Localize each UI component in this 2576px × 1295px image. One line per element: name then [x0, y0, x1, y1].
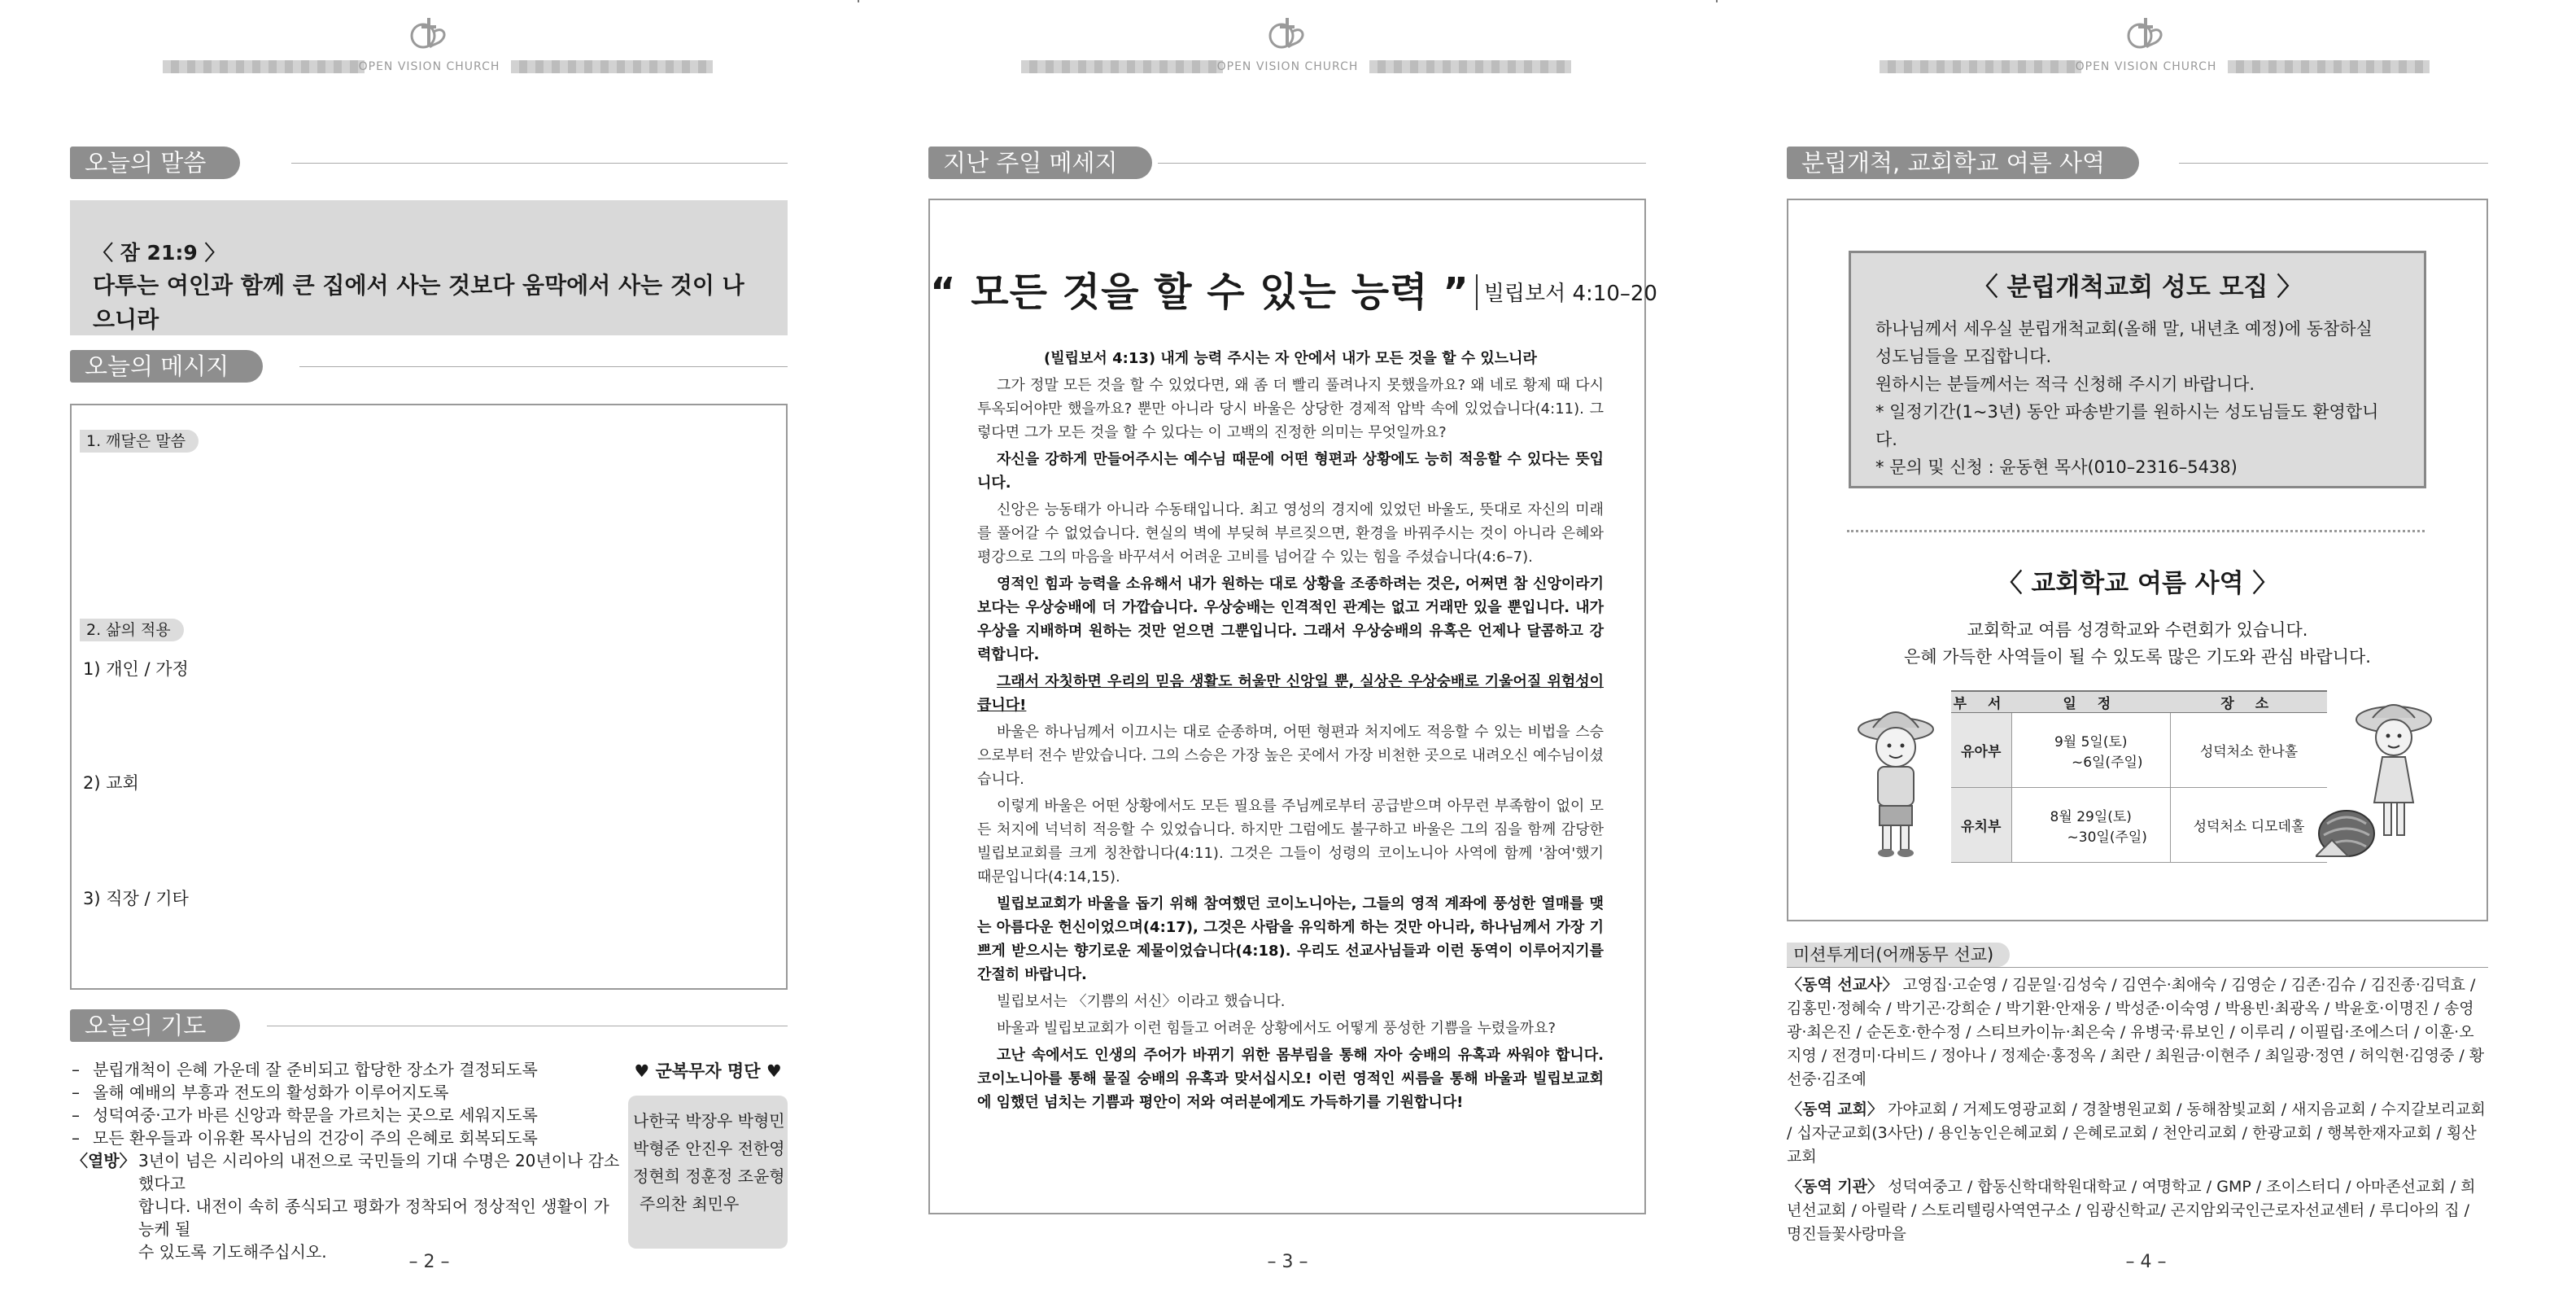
recruit-notice: [1849, 251, 2426, 488]
bulletin-page-2: [0, 0, 858, 1295]
section-rule: [2179, 163, 2488, 164]
page-header: [0, 15, 858, 77]
sermon-title: “ 모든 것을 할 수 있는 능력 ”: [930, 269, 1469, 315]
date-end: ~6일(주일): [2071, 754, 2143, 771]
section-rule: [291, 163, 788, 164]
summer-schedule-table: [1951, 690, 2327, 863]
col-header-place: 장 소: [2171, 691, 2328, 713]
prayer-item: – 분립개척이 은혜 가운데 잘 준비되고 합당한 장소가 결정되도록: [70, 1058, 623, 1081]
sermon-paragraph: 바울은 하나님께서 이끄시는 대로 순종하며, 어떤 형편과 처지에도 적응할 수 있는 비법을 스승으로부터 전수 받았습니다. 그의 스승은 가장 높은 곳에서 가장 비천한 곳으로 내려오신 예수님이셨습니다.: [977, 724, 1604, 788]
title-separator: [1476, 274, 1478, 310]
summer-ministry-heading: 〈 교회학교 여름 사역 〉: [1997, 569, 2278, 598]
church-name: OPEN VISION CHURCH: [1216, 60, 1359, 73]
church-name: OPEN VISION CHURCH: [358, 60, 500, 73]
church-name: OPEN VISION CHURCH: [2075, 60, 2217, 73]
summer-ministry-desc: [1788, 617, 2486, 671]
recruit-line: * 문의 및 신청 : 윤동현 목사(010–2316–5438): [1875, 457, 2238, 477]
sermon-paragraph: 그래서 자칫하면 우리의 믿음 생활도 허울만 신앙일 뿐, 실상은 우상숭배로 기울어질 위험성이 큽니다!: [977, 673, 1604, 714]
sermon-key-verse: (빌립보서 4:13) 내게 능력 주시는 자 안에서 내가 모든 것을 할 수 있느니라: [1044, 350, 1537, 367]
nations-prayer: [70, 1149, 623, 1263]
notes-item-church: 2) 교회: [83, 773, 139, 793]
summer-desc-line: 교회학교 여름 성경학교와 수련회가 있습니다.: [1967, 620, 2308, 640]
recruit-line: * 일정기간(1~3년) 동안 파송받기를 원하시는 성도님들도 환영합니다.: [1875, 402, 2379, 449]
section-church-plant-summer: [1787, 147, 2488, 179]
table-header-row: [1951, 691, 2327, 713]
page-header: [858, 15, 1717, 77]
section-title: 오늘의 기도: [70, 1009, 240, 1042]
service-member-box: [628, 1096, 788, 1249]
section-title: 분립개척, 교회학교 여름 사역: [1787, 147, 2139, 179]
section-todays-prayer: [70, 1009, 788, 1042]
sermon-heading: [930, 260, 1657, 317]
boy-illustration: [1853, 697, 1938, 860]
verse-reference: 〈 잠 21:9 〉: [93, 241, 225, 265]
section-title: 오늘의 메시지: [70, 350, 263, 383]
cell-dept: 유치부: [1951, 788, 2011, 863]
church-logo-icon: [2122, 15, 2171, 54]
cell-date: [2011, 713, 2171, 788]
section-title: 오늘의 말씀: [70, 147, 240, 179]
sermon-paragraph: 자신을 강하게 만들어주시는 예수님 때문에 어떤 형편과 상황에도 능히 적응할 수 있다는 뜻입니다.: [977, 451, 1604, 492]
name-row: 정현희 정훈정 조윤형: [633, 1166, 785, 1186]
mission-group-text: 가야교회 / 거제도영광교회 / 경찰병원교회 / 동해참빛교회 / 새지음교회 / 수지갈보리교회 / 십자군교회(3사단) / 용인농인은혜교회 / 은혜로교회 / 천안리교회 / 한광교회 / 행복한재자교회 / 횡산교회: [1787, 1100, 2486, 1166]
sermon-paragraph: 영적인 힘과 능력을 소유해서 내가 원하는 대로 상황을 조종하려는 것은, 어쩌면 참 신앙이라기보다는 우상숭배에 더 가깝습니다. 우상숭배는 인격적인 관계는 없고 거래만 있을 뿐입니다. 내가 우상을 지배하며 원하는 것만 얻으면 그뿐입니다. 그래서 우상숭배의 유혹은 언제나 달콤하고 강력합니다.: [977, 575, 1604, 663]
prayer-item: – 성덕여중·고가 바른 신앙과 학문을 가르치는 곳으로 세워지도록: [70, 1104, 623, 1127]
page-number: – 2 –: [408, 1252, 450, 1272]
name-row: 주의찬 최민우: [640, 1194, 740, 1214]
recruit-line: 성도님들을 모집합니다.: [1875, 347, 2052, 366]
mission-group-label: 〈동역 교회〉: [1787, 1100, 1884, 1118]
sermon-paragraph: 빌립보교회가 바울을 돕기 위해 참여했던 코이노니아는, 그들의 영적 계좌에 풍성한 열매를 맺는 아름다운 헌신이었으며(4:17), 그것은 사람을 유익하게 하는 것만 아니라, 하나님께서 가장 기쁘게 받으시는 향기로운 제물이었습니다(4:18). 우리도 선교사님들과 이런 동역이 이루어지기를 간절히 바랍니다.: [977, 895, 1604, 983]
cell-dept: 유아부: [1951, 713, 2011, 788]
mission-rule: [1787, 967, 2488, 968]
recruit-heading: 〈 분립개척교회 성도 모집 〉: [1972, 273, 2303, 302]
mission-tag: 미션투게더(어깨동무 선교): [1787, 943, 2010, 967]
nations-prayer-line: 합니다. 내전이 속히 종식되고 평화가 정착되어 정상적인 생활이 가능케 될: [138, 1197, 609, 1239]
sermon-body: [977, 347, 1604, 1118]
notes-tag-life-application: 2. 삶의 적용: [80, 619, 184, 641]
sermon-reference: 빌립보서 4:10–20: [1483, 282, 1657, 306]
sermon-paragraph: 이렇게 바울은 어떤 상황에서도 모든 필요를 주님께로부터 공급받으며 아무런 부족함이 없이 모든 처지에 넉넉히 적응할 수 있었습니다. 하지만 그럼에도 불구하고 바울은 그의 짐을 함께 감당한 빌립보교회를 크게 칭찬합니다(4:11). 그것은 그들이 성령의 코이노니아 사역에 함께 '참여'했기 때문입니다(4:14,15).: [977, 798, 1604, 886]
sermon-box: [928, 199, 1657, 1214]
message-notes-box: [70, 404, 788, 990]
cell-place: 성덕처소 한나홀: [2171, 713, 2328, 788]
mission-group-text: 성덕여중고 / 합동신학대학원대학교 / 여명학교 / GMP / 조이스터디 / 아마존선교회 / 희년선교회 / 아릴락 / 스토리텔링사역연구소 / 임광신학교/ 곤지암외국인근로자선교센터 / 루디아의 집 / 명진들꽃사랑마을: [1787, 1178, 2476, 1243]
page-number: – 3 –: [1267, 1252, 1308, 1272]
church-logo-icon: [405, 15, 454, 54]
recruit-line: 원하시는 분들께서는 적극 신청해 주시기 바랍니다.: [1875, 374, 2255, 394]
mission-group-label: 〈동역 기관〉: [1787, 1178, 1884, 1196]
verse-text: 다투는 여인과 함께 큰 집에서 사는 것보다 움막에서 사는 것이 나으니라: [93, 272, 744, 333]
section-todays-word: [70, 147, 788, 179]
announcement-box: [1787, 199, 2488, 921]
nations-prayer-line: 3년이 넘은 시리아의 내전으로 국민들의 기대 수명은 20년이나 감소했다고: [138, 1151, 620, 1193]
section-last-sunday-message: [928, 147, 1646, 179]
cell-place: 성덕처소 디모데홀: [2171, 788, 2328, 863]
sermon-paragraph: 고난 속에서도 인생의 주어가 바뀌기 위한 몸부림을 통해 자아 숭배의 유혹과 싸워야 합니다. 코이노니아를 통해 물질 숭배의 유혹과 맞서십시오! 이런 영적인 씨름을 통해 바울과 빌립보교회에 임했던 넘치는 기쁨과 평안이 저와 여러분에게도 가득하기를 기원합니다!: [977, 1047, 1604, 1111]
col-header-dept: 부 서: [1951, 691, 2011, 713]
page-header: [1717, 15, 2575, 77]
name-row: 박형준 안진우 전한영: [633, 1139, 785, 1158]
notes-item-work: 3) 직장 / 기타: [83, 889, 189, 908]
date-end: ~30일(주일): [2067, 829, 2147, 846]
mission-group-label: 〈동역 선교사〉: [1787, 976, 1898, 994]
nations-prayer-label: 〈열방〉: [72, 1151, 136, 1170]
cell-date: [2011, 788, 2171, 863]
section-title: 지난 주일 메세지: [928, 147, 1152, 179]
date-start: 8월 29일(토): [2050, 808, 2132, 825]
name-row: 나한국 박장우 박형민: [633, 1111, 785, 1131]
section-rule: [299, 366, 788, 367]
girl-with-watermelon-illustration: [2316, 689, 2438, 860]
col-header-date: 일 정: [2011, 691, 2171, 713]
prayer-item: – 모든 환우들과 이유환 목사님의 건강이 주의 은혜로 회복되도록: [70, 1127, 623, 1149]
mission-group-churches: [1787, 1098, 2488, 1169]
notes-item-personal: 1) 개인 / 가정: [83, 659, 189, 679]
bulletin-page-3: [858, 0, 1717, 1295]
sermon-paragraph: 빌립보서는 〈기쁨의 서신〉이라고 했습니다.: [997, 993, 1286, 1010]
service-member-title: ♥ 군복무자 명단 ♥: [634, 1061, 782, 1081]
nations-prayer-line: 수 있도록 기도해주십시오.: [138, 1242, 327, 1262]
service-member-list: [628, 1055, 788, 1249]
mission-group-organizations: [1787, 1175, 2488, 1246]
mission-group-text: 고영집·고순영 / 김문일·김성숙 / 김연수·최애숙 / 김영순 / 김존·김슈 / 김진종·김덕효 / 김홍민·정혜숙 / 박기곤·강희순 / 박기환·안재웅 / 박성준·이숙영 / 박용빈·최광옥 / 박윤호·이명진 / 송영광·최은진 / 순돈호·한수정 / 스티브카이뉴·최은숙 / 유병국·류보인 / 이루리 / 이필립·조에스더 / 이훈·오지영 / 전경미·다비드 / 정아나 / 정제순·홍정옥 / 최란 / 최원금·이현주 / 최일광·정연 / 허익현·김영중 / 황선중·김조예: [1787, 976, 2485, 1088]
notes-tag-realized-word: 1. 깨달은 말씀: [80, 430, 199, 453]
page-number: – 4 –: [2125, 1252, 2167, 1272]
table-row: [1951, 713, 2327, 788]
mission-together-section: [1787, 943, 2488, 1246]
sermon-paragraph: 그가 정말 모든 것을 할 수 있었다면, 왜 좀 더 빨리 풀려나지 못했을까요? 왜 네로 황제 때 다시 투옥되어야만 했을까요? 뿐만 아니라 당시 바울은 상당한 경제적 압박 속에 있었습니다(4:11). 그렇다면 그가 모든 것을 할 수 있다는 이 고백의 진정한 의미는 무엇일까요?: [977, 377, 1604, 441]
sermon-paragraph: 신앙은 능동태가 아니라 수동태입니다. 최고 영성의 경지에 있었던 바울도, 뜻대로 자신의 미래를 풀어갈 수 없었습니다. 현실의 벽에 부딪혀 부르짖으면, 환경을 바꿔주시는 것이 아니라 은혜와 평강으로 그의 마음을 바꾸셔서 어려운 고비를 넘어갈 수 있는 힘을 주셨습니다(4:6–7).: [977, 501, 1604, 566]
section-todays-message: [70, 350, 788, 383]
sermon-paragraph: 바울과 빌립보교회가 이런 힘들고 어려운 상황에서도 어떻게 풍성한 기쁨을 누렸을까요?: [997, 1020, 1557, 1037]
section-rule: [1158, 163, 1646, 164]
verse-box: [70, 200, 788, 335]
table-row: [1951, 788, 2327, 863]
summer-desc-line: 은혜 가득한 사역들이 될 수 있도록 많은 기도와 관심 바랍니다.: [1904, 647, 2371, 667]
prayer-list: [70, 1058, 623, 1263]
bulletin-page-4: [1717, 0, 2575, 1295]
date-start: 9월 5일(토): [2054, 733, 2128, 750]
prayer-item: – 올해 예배의 부흥과 전도의 활성화가 이루어지도록: [70, 1081, 623, 1104]
recruit-line: 하나님께서 세우실 분립개척교회(올해 말, 내년초 예정)에 동참하실: [1875, 319, 2373, 339]
dotted-divider: [1847, 530, 2425, 532]
church-logo-icon: [1264, 15, 1312, 54]
mission-group-missionaries: [1787, 973, 2488, 1092]
